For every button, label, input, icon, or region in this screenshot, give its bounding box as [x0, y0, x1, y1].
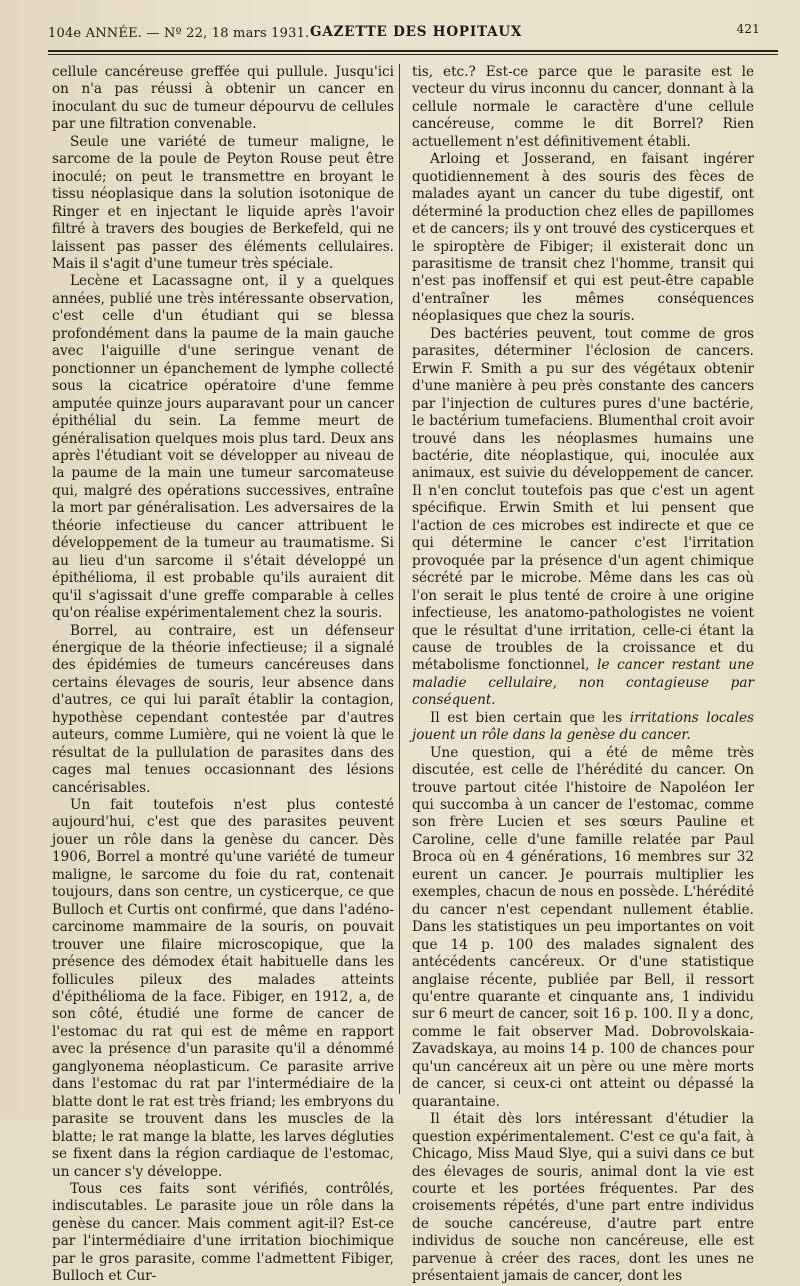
paragraph-text: Des bactéries peuvent, tout comme de gros parasites, déterminer l'éclosion de cancers. Erwin F. Smith a pu sur des végétaux obtenir d'une manière à peu près constante des cancers par l'injection de cultures pures d'une bactérie, le bactérium tumefaciens. Blumenthal croit avoir trouvé dans les néoplasmes humains une bactérie, dite néoplastique, qui, inoculée aux animaux, est suivie du développement de cancer. Il n'en conclut toutefois pas que c'est un agent spécifique. Erwin Smith et lui pensent que l'action de ces microbes est indirecte et que ce qui détermine le cancer c'est l'irritation provoquée par la présence d'un agent chimique sécrété par le microbe. Même dans les cas où l'on serait le plus tenté de croire à une origine infectieuse, les anatomo-pathologistes ne voient que le résultat d'une irritation, celle-ci étant la cause de troubles de la croissance et du métabolisme fonctionnel,	[412, 325, 754, 674]
paragraph-text: tis, etc.? Est-ce parce que le parasite est le vecteur du virus inconnu du cancer, donnant à la cellule normale le caractère d'une cellule cancéreuse, comme le dit Borrel? Rien actuellement n'est définitivement établi.	[412, 64, 754, 150]
column-divider	[399, 64, 400, 1094]
paragraph	[412, 745, 754, 1112]
paragraph-text: Borrel, au contraire, est un défenseur énergique de la théorie infectieuse; il a signalé des épidémies de tumeurs cancéreuses dans certains élevages de souris, leur absence dans d'autres, ce qui lui paraît établir la contagion, hypothèse cependant contestée par d'autres auteurs, comme Lumière, qui ne voient là que le résultat de la pullulation de parasites dans des cages mal tenues occasionnant des lésions cancérisables.	[52, 622, 394, 796]
paragraph-text: Tous ces faits sont vérifiés, contrôlés, indiscutables. Le parasite joue un rôle dans la genèse du cancer. Mais comment agit-il? Est-ce par l'intermédiaire d'une irritation biochimique par le gros parasite, comme l'admettent Fibiger, Bulloch et Cur-	[52, 1181, 394, 1285]
paragraph	[52, 273, 394, 622]
paragraph	[52, 1181, 394, 1286]
paragraph-text: Seule une variété de tumeur maligne, le sarcome de la poule de Peyton Rouse peut être inoculé; on peut le transmettre en broyant le tissu néoplasique dans la solution isotonique de Ringer et en injectant le liquide après l'avoir filtré à travers des bougies de Berkefeld, qui ne laissent pas passer des éléments cellulaires. Mais il s'agit d'une tumeur très spéciale.	[52, 133, 394, 272]
paragraph-italic: irritations locales jouent un rôle dans la genèse du cancer.	[412, 709, 754, 744]
paragraph-text: Un fait toutefois n'est plus contesté aujourd'hui, c'est que des parasites peuvent jouer un rôle dans la genèse du cancer. Dès 1906, Borrel a montré qu'une variété de tumeur maligne, le sarcome du foie du rat, contenait toujours, dans son centre, un cysticerque, ce que Bulloch et Curtis ont confirmé, que dans l'adéno-carcinome mammaire de la souris, on pouvait trouver une filaire microscopique, que la présence des démodex était habituelle dans les follicules pileux des malades atteints d'épithélioma de la face. Fibiger, en 1912, a, de son côté, étudié une forme de cancer de l'estomac du rat qui est de même en rapport avec la présence d'un parasite qu'il a dénommé ganglyonema néoplasticum. Ce parasite arrive dans l'estomac du rat par l'intermédiaire de la blatte dont le rat est très friand; les embryons du parasite se trouvent dans les muscles de la blatte; le rat mange la blatte, les larves dégluties se fixent dans la région cardiaque de l'estomac, un cancer s'y développe.	[52, 797, 394, 1180]
paragraph	[52, 623, 394, 798]
page-number: 421	[736, 22, 760, 36]
right-column	[412, 64, 754, 1286]
paragraph	[412, 151, 754, 326]
paragraph-text: cellule cancéreuse greffée qui pullule. Jusqu'ici on n'a pas réussi à obtenir un cancer en inoculant du suc de tumeur dépourvu de cellules par une filtration convenable.	[52, 64, 394, 133]
paragraph	[412, 326, 754, 710]
left-column	[52, 64, 394, 1286]
paragraph	[52, 64, 394, 134]
paragraph-text: Lecène et Lacassagne ont, il y a quelques années, publié une très intéressante observation, c'est celle d'un étudiant qui se blessa profondément dans la paume de la main gauche avec l'aiguille d'une seringue venant de ponctionner un épanchement de lymphe collecté sous la cicatrice opératoire d'une femme amputée quinze jours auparavant pour un cancer épithélial du sein. La femme meurt de généralisation quelques mois plus tard. Deux ans après l'étudiant voit se développer au niveau de la paume de la main une tumeur sarcomateuse qui, malgré des opérations successives, entraîne la mort par généralisation. Les adversaires de la théorie infectieuse du cancer attribuent le développement de la tumeur au traumatisme. Si au lieu d'un sarcome il s'était développé un épithélioma, il est probable qu'ils auraient dit qu'il s'agissait d'une greffe comparable à celles qu'on réalise expérimentalement chez la souris.	[52, 273, 394, 622]
issue-info: 104e ANNÉE. — Nº 22, 18 mars 1931.	[48, 26, 310, 41]
paragraph-text: Arloing et Josserand, en faisant ingérer quotidiennement à des souris des fèces de malades ayant un cancer du tube digestif, ont déterminé la production chez elles de papillomes et de cancers; ils y ont trouvé des cysticerques et le spiroptère de Fibiger; il existerait donc un parasitisme de transit chez l'homme, transit qui n'est pas inoffensif et qui est peut-être capable d'entraîner les mêmes conséquences néoplasiques que chez la souris.	[412, 151, 754, 325]
paragraph-text: Une question, qui a été de même très discutée, est celle de l'hérédité du cancer. On trouve partout citée l'histoire de Napoléon Ier qui succomba à un cancer de l'estomac, comme son frère Lucien et ses sœurs Pauline et Caroline, celle d'une famille relatée par Paul Broca où en 4 générations, 16 membres sur 32 eurent un cancer. Je pourrais multiplier les exemples, chacun de nous en possède. L'hérédité du cancer n'est cependant nullement établie. Dans les statistiques un peu importantes on voit que 14 p. 100 des malades signalent des antécédents cancéreux. Or d'une statistique anglaise récente, publiée par Bell, il ressort qu'entre quarante et cinquante ans, 1 individu sur 6 meurt de cancer, soit 16 p. 100. Il y a donc, comme le fait observer Mad. Dobrovolskaia-Zavadskaya, au moins 14 p. 100 de chances pour qu'un cancéreux ait un père ou une mère morts de cancer, si ceux-ci ont atteint ou dépassé la quarantaine.	[412, 744, 754, 1110]
header-rule	[48, 50, 778, 55]
paragraph	[412, 710, 754, 745]
paragraph	[412, 1111, 754, 1286]
paragraph	[52, 134, 394, 274]
page-header	[48, 22, 770, 46]
paragraph	[412, 64, 754, 151]
paragraph-text: Il était dès lors intéressant d'étudier la question expérimentalement. C'est ce qu'a fait, à Chicago, Miss Maud Slye, qui a suivi dans ce but des élevages de souris, animal dont la vie est courte et les portées fréquentes. Par des croisements répétés, d'une part entre individus de souche cancéreuse, d'autre part entre individus de souche non cancéreuse, elle est parvenue à créer des races, dont les unes ne présentaient jamais de cancer, dont les	[412, 1111, 754, 1285]
paragraph-text: Il est bien certain que les	[430, 709, 630, 726]
journal-title: GAZETTE DES HOPITAUX	[310, 24, 523, 40]
paragraph	[52, 797, 394, 1181]
paragraph-italic: le cancer restant une maladie cellulaire, non contagieuse par conséquent.	[412, 657, 754, 709]
